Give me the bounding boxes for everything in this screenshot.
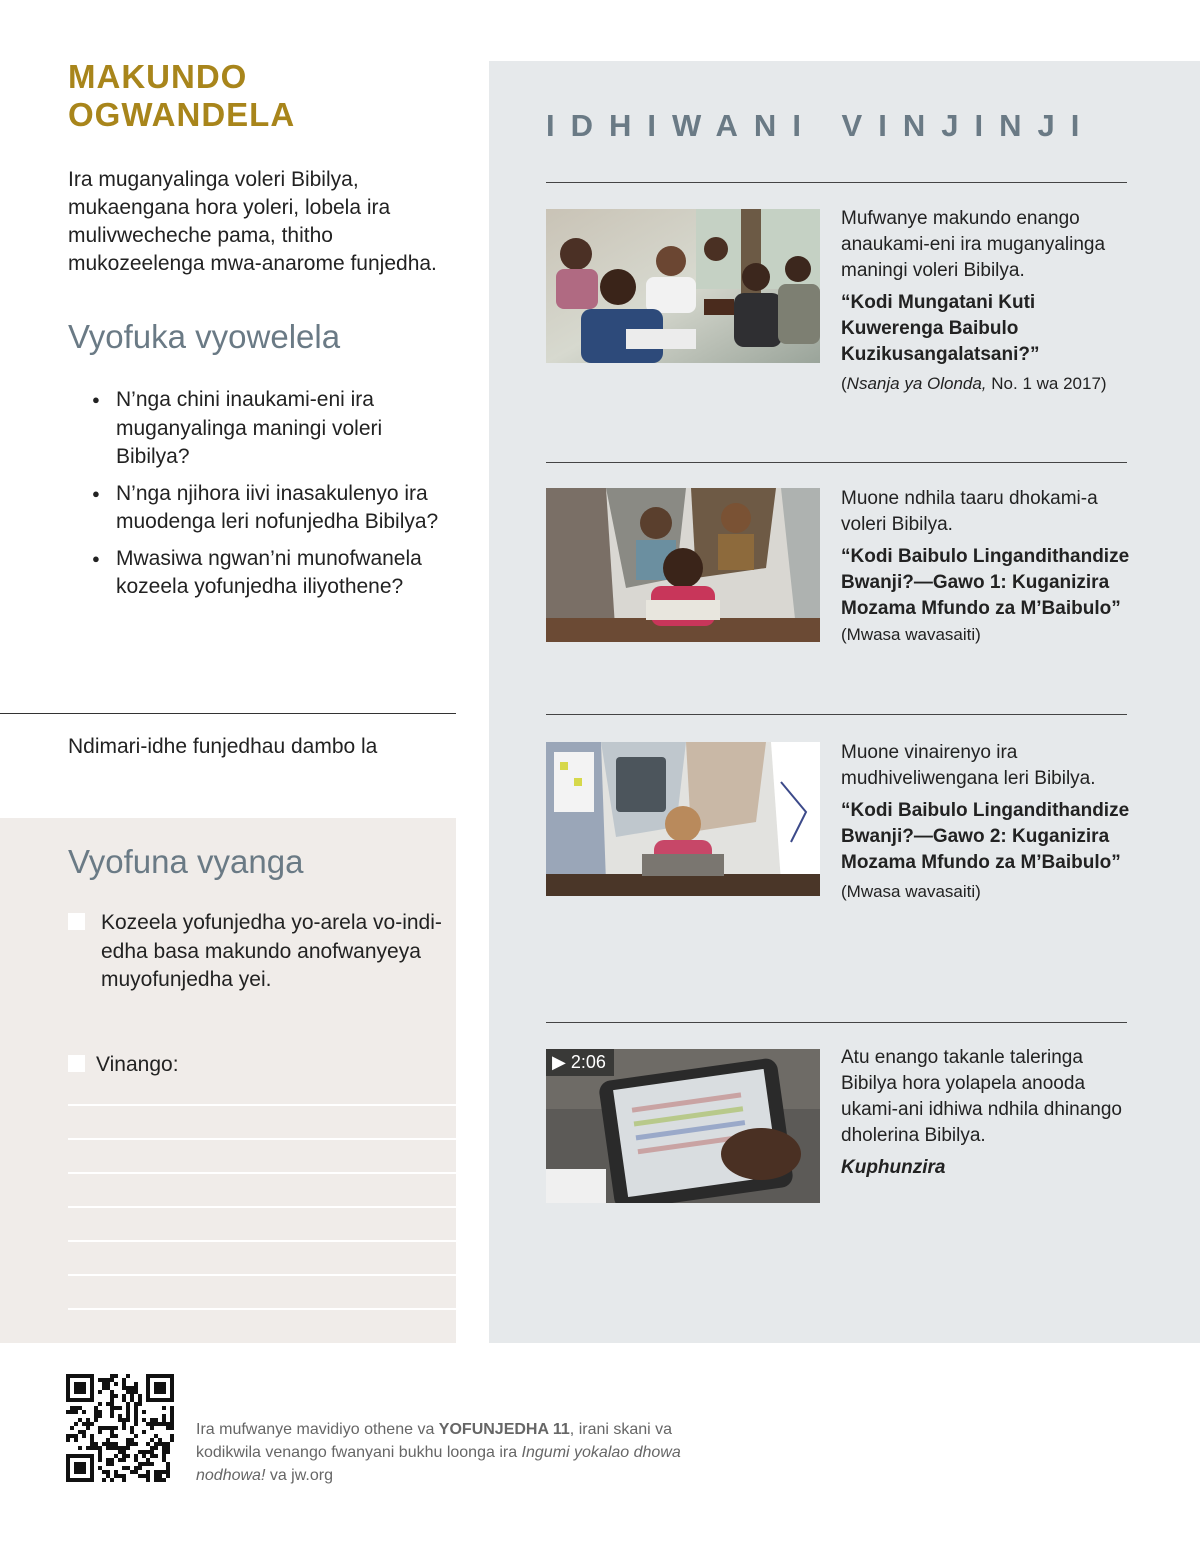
video-duration: 2:06: [570, 1052, 606, 1072]
resource-source-open: (: [841, 374, 847, 393]
footer-text-italic: Ingumi yokalao dhowa nodhowa!: [196, 1444, 681, 1484]
todo-item-label: Kozeela yofunjedha yo-arela vo-indi-edha basa makundo anofwanyeya muyofunjedha yei.: [101, 911, 442, 991]
resource-title[interactable]: Kuphunzira: [841, 1157, 946, 1178]
resource-source: (Mwasa wavasaiti): [841, 882, 981, 901]
todo-heading: Vyofuna vyanga: [68, 843, 304, 880]
resource-source-issue: No. 1 wa 2017): [986, 374, 1107, 393]
qr-code[interactable]: [66, 1374, 174, 1482]
todo-item-label: Vinango:: [96, 1053, 179, 1076]
note-line[interactable]: [68, 1274, 456, 1276]
resource-divider: [546, 714, 1127, 715]
resource-source: (Mwasa wavasaiti): [841, 625, 981, 644]
resources-heading: IDHIWANI VINJINJI: [546, 108, 1096, 143]
main-heading-line2: OGWANDELA: [68, 96, 296, 133]
main-heading-line1: MAKUNDO: [68, 58, 248, 95]
resource-source: [841, 372, 1131, 396]
questions-list: [92, 386, 452, 610]
question-item: ● Mwasiwa ngwan’ni munofwanela kozeela yofunjedha iliyothene?: [92, 545, 452, 602]
footer-text-part: , irani skani va kodikwila venango fwanyani bukhu loonga ira: [196, 1421, 673, 1461]
todo-item: [68, 909, 461, 995]
footer-text: [196, 1418, 686, 1487]
resource-2-text: [841, 486, 1131, 648]
resource-description: Atu enango takanle taleringa Bibilya hora yolapela anooda ukami-ani idhiwa ndhila dhinango dholerina Bibilya.: [841, 1047, 1122, 1146]
note-line[interactable]: [68, 1240, 456, 1242]
main-heading: [68, 58, 428, 134]
intro-paragraph: Ira muganyalinga voleri Bibilya, mukaengana hora yoleri, lobela ira mulivwecheche pama, thitho mukozeelenga mwa-anarome funjedha.: [68, 168, 437, 275]
todo-panel: [0, 818, 456, 1343]
question-item: ● N’nga njihora iivi inasakulenyo ira muodenga leri nofunjedha Bibilya?: [92, 480, 452, 537]
resource-thumbnail-boy-reading[interactable]: [546, 488, 820, 642]
resource-title[interactable]: “Kodi Baibulo Lingandithandize Bwanji?—Gawo 2: Kuganizira Mozama Mfundo za M’Baibulo”: [841, 800, 1130, 873]
statement-text: Ndimari-idhe funjedhau dambo la: [68, 735, 378, 758]
reading-people-image: [546, 209, 820, 363]
play-icon: ▶: [552, 1052, 566, 1072]
footer-text-bold: YOFUNJEDHA 11: [438, 1421, 570, 1438]
checkbox[interactable]: [68, 913, 85, 930]
resource-title[interactable]: [841, 544, 1131, 648]
resource-thumbnail-girl-reading[interactable]: [546, 742, 820, 896]
todo-item-other: [68, 1051, 456, 1080]
questions-heading: Vyofuka vyowelela: [68, 318, 341, 355]
resource-3-text: [841, 740, 1131, 904]
boy-reading-image: [546, 488, 820, 642]
resource-video-thumbnail[interactable]: [546, 1049, 820, 1203]
resource-1-text: [841, 206, 1131, 396]
resource-title-text: “Kodi Baibulo Lingandithandize Bwanji?—Gawo 1: Kuganizira Mozama Mfundo za M’Baibulo”: [841, 546, 1130, 619]
footer-text-part: Ira mufwanye mavidiyo othene va: [196, 1421, 439, 1438]
note-line[interactable]: [68, 1172, 456, 1174]
resource-divider: [546, 182, 1127, 183]
qr-code-image: [66, 1374, 174, 1482]
resource-description: Muone vinairenyo ira mudhiveliwengana leri Bibilya.: [841, 742, 1096, 789]
footer-text-part: va jw.org: [265, 1467, 333, 1484]
resource-thumbnail-reading-people[interactable]: [546, 209, 820, 363]
note-line[interactable]: [68, 1104, 456, 1106]
resource-divider: [546, 1022, 1127, 1023]
resource-title[interactable]: “Kodi Mungatani Kuti Kuwerenga Baibulo Kuzikusangalatsani?”: [841, 292, 1040, 365]
question-item: ● N’nga chini inaukami-eni ira muganyalinga maningi voleri Bibilya?: [92, 386, 452, 472]
resource-source-publication: Nsanja ya Olonda,: [846, 374, 987, 393]
note-line[interactable]: [68, 1308, 456, 1310]
checkbox[interactable]: [68, 1055, 85, 1072]
resource-description: Mufwanye makundo enango anaukami-eni ira muganyalinga maningi voleri Bibilya.: [841, 208, 1106, 281]
note-line[interactable]: [68, 1138, 456, 1140]
note-line[interactable]: [68, 1206, 456, 1208]
resource-description: Muone ndhila taaru dhokami-a voleri Bibilya.: [841, 488, 1098, 535]
video-duration-badge: [546, 1049, 614, 1076]
resource-4-text: [841, 1045, 1131, 1181]
section-divider: [0, 713, 456, 714]
resource-divider: [546, 462, 1127, 463]
girl-reading-image: [546, 742, 820, 896]
